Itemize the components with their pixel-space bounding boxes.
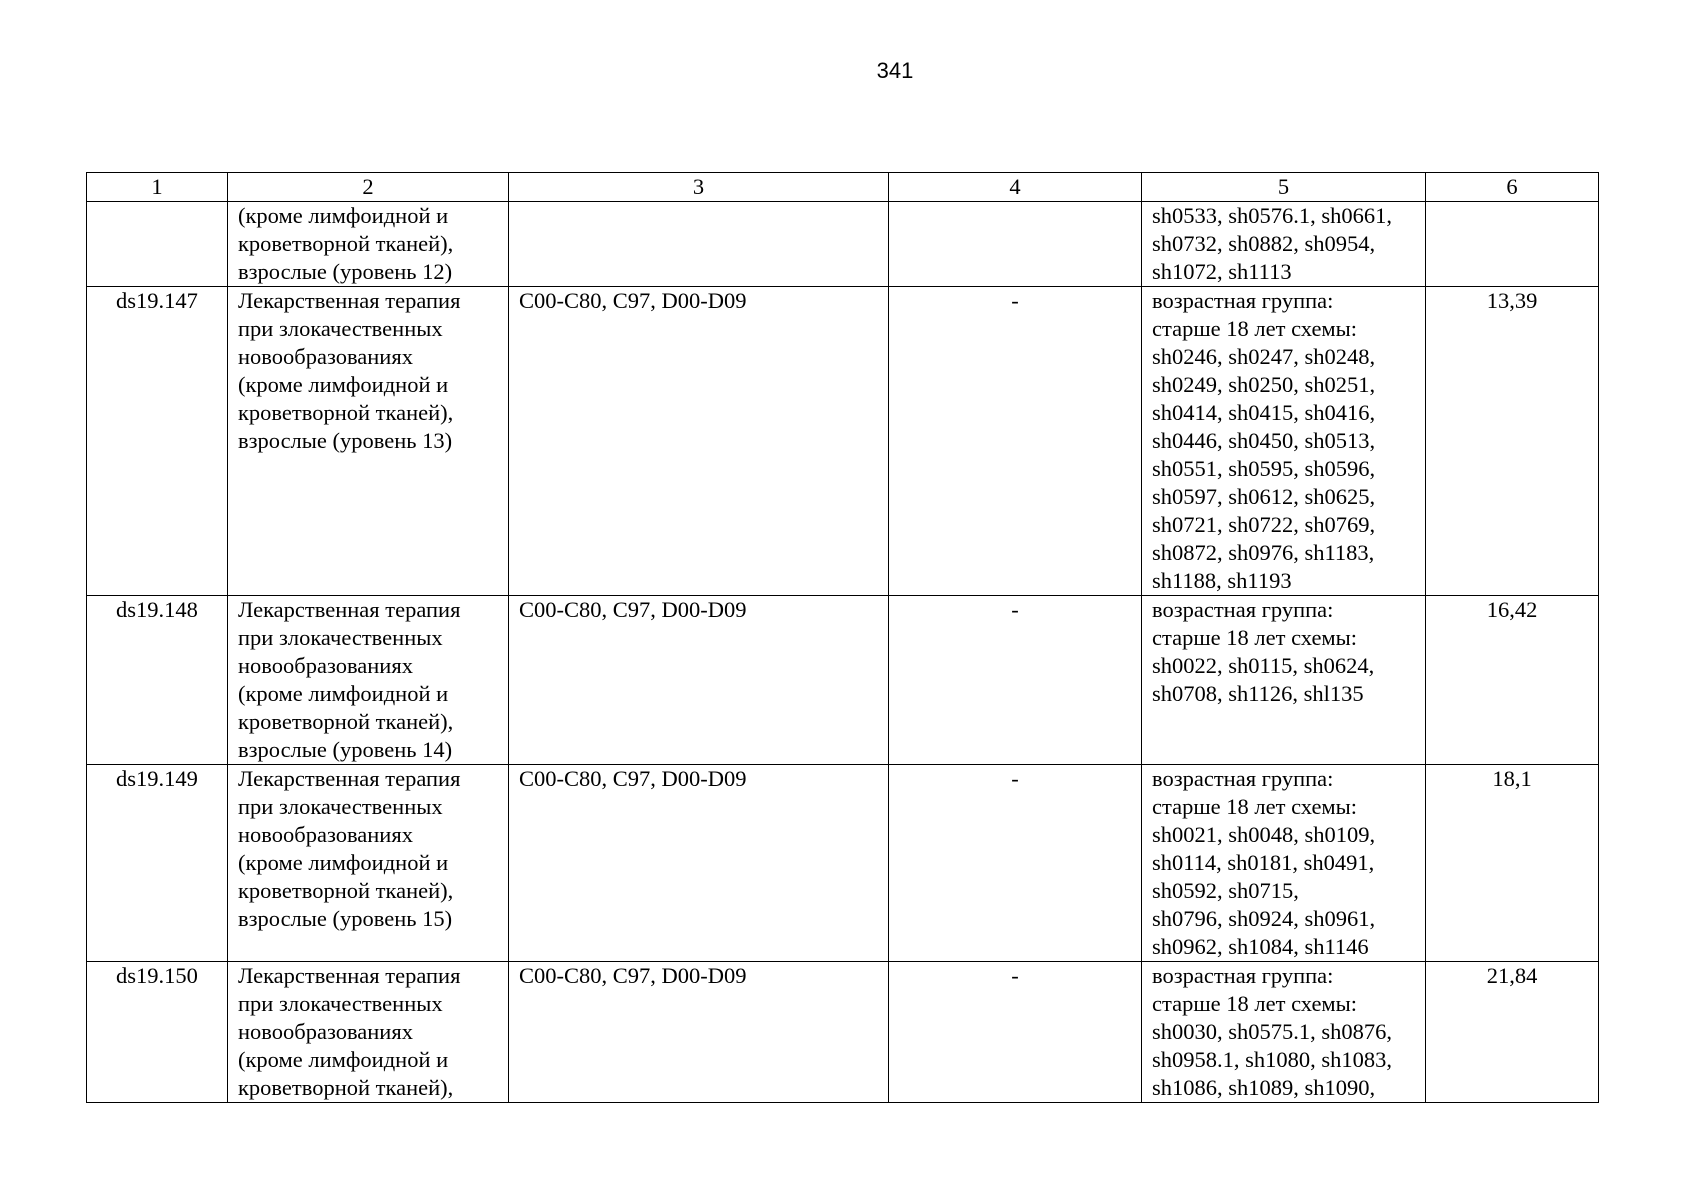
code-cell: ds19.149 [87,765,228,962]
coefficient-cell: 21,84 [1426,962,1599,1103]
criteria-cell: - [889,962,1142,1103]
name-cell: Лекарственная терапия при злокачественных новообразованиях (кроме лимфоидной и кроветворной тканей), [228,962,509,1103]
table-header-row [87,173,1599,202]
schemes-cell: возрастная группа: старше 18 лет схемы: sh0030, sh0575.1, sh0876, sh0958.1, sh1080, sh1083, sh1086, sh1089, sh1090, [1142,962,1426,1103]
name-cell: Лекарственная терапия при злокачественных новообразованиях (кроме лимфоидной и кроветворной тканей), взрослые (уровень 13) [228,287,509,596]
schemes-cell: sh0533, sh0576.1, sh0661, sh0732, sh0882, sh0954, sh1072, sh1113 [1142,202,1426,287]
code-cell [87,202,228,287]
column-header: 4 [889,173,1142,202]
name-cell: Лекарственная терапия при злокачественных новообразованиях (кроме лимфоидной и кроветворной тканей), взрослые (уровень 14) [228,596,509,765]
diagnoses-cell: C00-C80, C97, D00-D09 [509,287,889,596]
coefficient-cell: 16,42 [1426,596,1599,765]
column-header: 6 [1426,173,1599,202]
column-header: 3 [509,173,889,202]
criteria-cell: - [889,765,1142,962]
coefficient-cell [1426,202,1599,287]
column-header: 1 [87,173,228,202]
column-header: 5 [1142,173,1426,202]
coefficient-cell: 18,1 [1426,765,1599,962]
diagnoses-cell: C00-C80, C97, D00-D09 [509,596,889,765]
criteria-cell [889,202,1142,287]
code-cell: ds19.147 [87,287,228,596]
code-cell: ds19.150 [87,962,228,1103]
schemes-cell: возрастная группа: старше 18 лет схемы: sh0246, sh0247, sh0248, sh0249, sh0250, sh0251, sh0414, sh0415, sh0416, sh0446, sh0450, sh0513, sh0551, sh0595, sh0596, sh0597, sh0612, sh0625, sh0721, sh0722, sh0769, sh0872, sh0976, sh1183, sh1188, sh1193 [1142,287,1426,596]
criteria-cell: - [889,287,1142,596]
table-row [87,287,1599,596]
name-cell: Лекарственная терапия при злокачественных новообразованиях (кроме лимфоидной и кроветворной тканей), взрослые (уровень 15) [228,765,509,962]
page-number: 341 [876,58,914,83]
diagnoses-cell: C00-C80, C97, D00-D09 [509,765,889,962]
table-row [87,765,1599,962]
column-header: 2 [228,173,509,202]
table-row [87,962,1599,1103]
name-cell: (кроме лимфоидной и кроветворной тканей), взрослые (уровень 12) [228,202,509,287]
schemes-cell: возрастная группа: старше 18 лет схемы: sh0022, sh0115, sh0624, sh0708, sh1126, shl135 [1142,596,1426,765]
diagnoses-cell [509,202,889,287]
table-row [87,596,1599,765]
code-cell: ds19.148 [87,596,228,765]
coefficient-cell: 13,39 [1426,287,1599,596]
table-row [87,202,1599,287]
criteria-cell: - [889,596,1142,765]
diagnoses-cell: C00-C80, C97, D00-D09 [509,962,889,1103]
schemes-cell: возрастная группа: старше 18 лет схемы: sh0021, sh0048, sh0109, sh0114, sh0181, sh0491, sh0592, sh0715, sh0796, sh0924, sh0961, sh0962, sh1084, sh1146 [1142,765,1426,962]
tariff-table [86,172,1599,1103]
